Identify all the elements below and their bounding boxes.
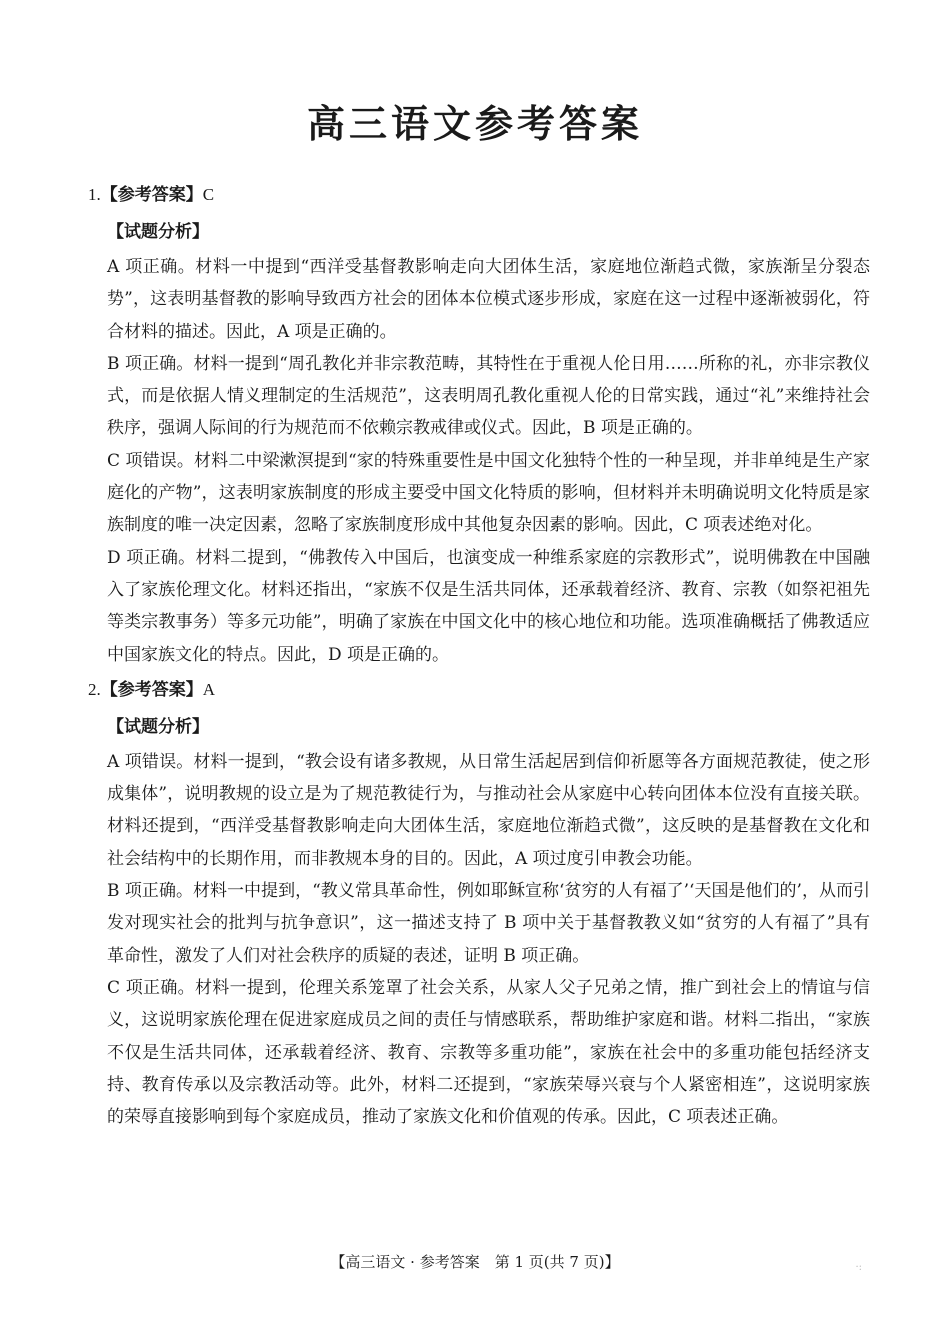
question-number: 2. [88,679,101,699]
answer-label: 【参考答案】 [100,185,203,205]
analysis-label: 【试题分析】 [107,222,209,242]
analysis-paragraph: C 项错误。材料二中梁漱溟提到“家的特殊重要性是中国文化独特个性的一种呈现，并非单纯是生产家庭化的产物”，这表明家族制度的形成主要受中国文化特质的影响，但材料并未明确说明文化特质是家族制度的唯一决定因素，忽略了家族制度形成中其他复杂因素的影响。因此，C 项表述绝对化。 [107,450,870,536]
question-number: 1. [88,185,101,204]
answer-content [88,176,870,1133]
answer-value: A [202,679,216,699]
page-title: 高三语文参考答案 [306,102,643,146]
page-footer [0,1250,950,1274]
analysis-paragraph: B 项正确。材料一中提到，“教义常具革命性，例如耶稣宣称‘贫穷的人有福了’‘天国是他们的’，从而引发对现实社会的批判与抗争意识”，这一描述支持了 B 项中关于基督教教义如“贫穷的人有福了”具有革命性，激发了人们对社会秩序的质疑的表述，证明 B 项正确。 [107,881,870,966]
answer-value: C [202,185,215,204]
analysis-paragraph: A 项正确。材料一中提到“西洋受基督教影响走向大团体生活，家庭地位渐趋式微，家族渐呈分裂态势”，这表明基督教的影响导致西方社会的团体本位模式逐步形成，家庭在这一过程中逐渐被弱化，符合材料的描述。因此，A 项是正确的。 [107,257,870,342]
analysis-label: 【试题分析】 [107,716,209,737]
analysis-paragraph: A 项错误。材料一提到，“教会设有诸多教规，从日常生活起居到信仰祈愿等各方面规范教徒，使之形成集体”，说明教规的设立是为了规范教徒行为，与推动社会从家庭中心转向团体本位没有直接关联。材料还提到，“西洋受基督教影响走向大团体生活，家庭地位渐趋式微”，这反映的是基督教在文化和社会结构中的长期作用，而非教规本身的目的。因此，A 项过度引申教会功能。 [107,751,870,869]
footer-text: 【高三语文 · 参考答案 第 1 页(共 7 页)】 [330,1253,620,1271]
analysis-paragraph: C 项正确。材料一提到，伦理关系笼罩了社会关系，从家人父子兄弟之情，推广到社会上的情谊与信义，这说明家族伦理在促进家庭成员之间的责任与情感联系，帮助维护家庭和谐。材料二指出，“家族不仅是生活共同体，还承载着经济、教育、宗教等多重功能”，家族在社会中的多重功能包括经济支持、教育传承以及宗教活动等。此外，材料二还提到，“家族荣辱兴衰与个人紧密相连”，这说明家族的荣辱直接影响到每个家庭成员，推动了家族文化和价值观的传承。因此，C 项表述正确。 [107,977,870,1128]
analysis-paragraph: D 项正确。材料二提到，“佛教传入中国后，也演变成一种维系家庭的宗教形式”，说明佛教在中国融入了家族伦理文化。材料还指出，“家族不仅是生活共同体，还承载着经济、教育、宗教（如祭祀祖先等类宗教事务）等多元功能”，明确了家族在中国文化中的核心地位和功能。选项准确概括了佛教适应中国家族文化的特点。因此，D 项是正确的。 [107,547,870,665]
analysis-paragraph: B 项正确。材料一提到“周孔教化并非宗教范畴，其特性在于重视人伦日用……所称的礼，亦非宗教仪式，而是依据人情义理制定的生活规范”，这表明周孔教化重视人伦的日常实践，通过“礼”来维持社会秩序，强调人际间的行为规范而不依赖宗教戒律或仪式。因此，B 项是正确的。 [107,353,870,439]
answer-label: 【参考答案】 [100,679,203,700]
question-2-header [88,671,870,709]
question-1-header [88,176,870,214]
question-1 [88,176,870,671]
corner-mark: ·: [855,1262,862,1273]
question-2 [88,671,870,1134]
